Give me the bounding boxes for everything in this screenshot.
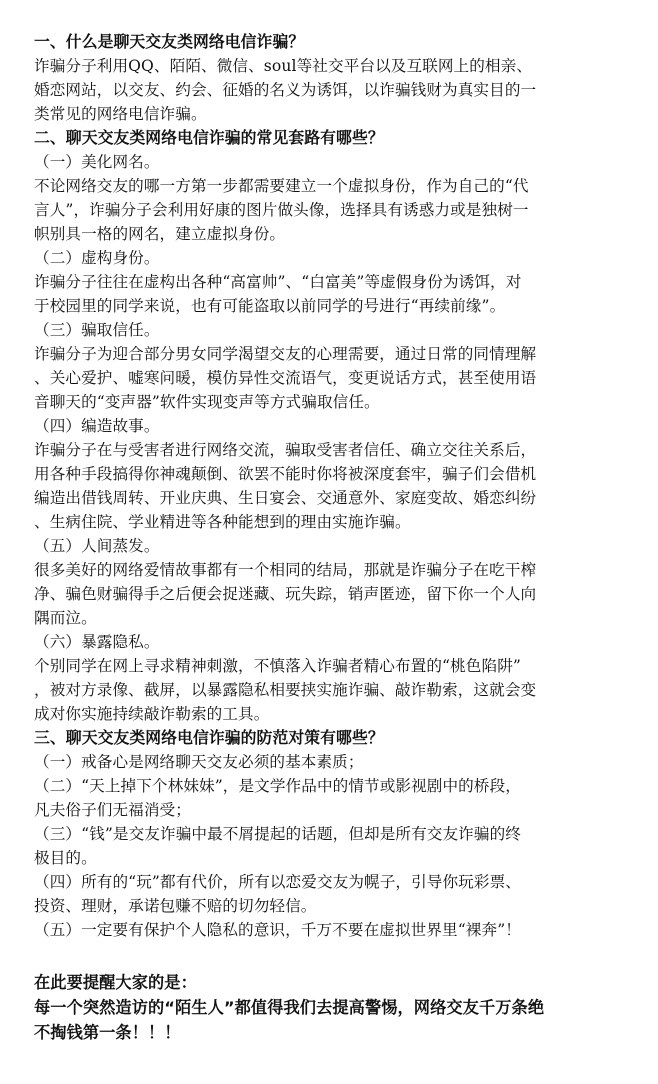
countermeasure-line: （二）“天上掉下个林妹妹”，是文学作品中的情节或影视剧中的桥段，	[34, 777, 521, 795]
tactic-6	[34, 630, 634, 726]
tactic-line: 净、骗色财骗得手之后便会捉迷藏、玩失踪，销声匿迹，留下你一个人向	[34, 585, 537, 603]
tactic-line: 诈骗分子为迎合部分男女同学渴望交友的心理需要，通过日常的同情理解	[34, 345, 537, 363]
tactic-line: 帜别具一格的网名，建立虚拟身份。	[34, 225, 286, 243]
tactic-line: 于校园里的同学来说，也有可能盗取以前同学的号进行“再续前缘”。	[34, 297, 506, 315]
countermeasure-line: 凡夫俗子们无福消受；	[34, 801, 191, 819]
tactic-line: 很多美好的网络爱情故事都有一个相同的结局，那就是诈骗分子在吃干榨	[34, 561, 537, 579]
tactic-line: ，被对方录像、截屏，以暴露隐私相要挟实施诈骗、敲诈勒索，这就会变	[34, 681, 537, 699]
reminder-lead: 在此要提醒大家的是：	[34, 973, 197, 992]
tactic-4	[34, 414, 634, 534]
countermeasure-line: （三）“钱”是交友诈骗中最不屑提起的话题，但却是所有交友诈骗的终	[34, 825, 521, 843]
tactic-line: 不论网络交友的哪一方第一步都需要建立一个虚拟身份，作为自己的“代	[34, 177, 529, 195]
section-3	[34, 726, 634, 942]
reminder-line: 不掏钱第一条！！！	[34, 1023, 181, 1042]
section-1-heading: 一、什么是聊天交友类网络电信诈骗？	[34, 32, 305, 51]
tactic-line: 隅而泣。	[34, 609, 97, 627]
tactic-line: 诈骗分子往往在虚构出各种“高富帅”、“白富美”等虚假身份为诱饵，对	[34, 273, 522, 291]
section-2	[34, 126, 634, 726]
tactic-line: 用各种手段搞得你神魂颠倒、欲罢不能时你将被深度套牢，骗子们会借机	[34, 465, 537, 483]
reminder-block	[34, 970, 634, 1045]
section-1-line: 婚恋网站，以交友、约会、征婚的名义为诱饵，以诈骗钱财为真实目的一	[34, 81, 537, 99]
section-1-line: 诈骗分子利用QQ、陌陌、微信、soul等社交平台以及互联网上的相亲、	[34, 57, 533, 75]
tactic-line: 言人”，诈骗分子会利用好康的图片做头像，选择具有诱惑力或是独树一	[34, 201, 529, 219]
tactic-title: （六）暴露隐私。	[34, 633, 160, 651]
tactic-title: （三）骗取信任。	[34, 321, 160, 339]
countermeasure-line: （四）所有的“玩”都有代价，所有以恋爱交友为幌子，引导你玩彩票、	[34, 873, 521, 891]
countermeasure-line: 投资、理财，承诺包赚不赔的切勿轻信。	[34, 897, 317, 915]
tactic-5	[34, 534, 634, 630]
document-body	[34, 30, 634, 1045]
tactic-line: 、生病住院、学业精进等各种能想到的理由实施诈骗。	[34, 513, 411, 531]
section-spacer	[34, 942, 634, 970]
tactic-3	[34, 318, 634, 414]
tactic-title: （二）虚构身份。	[34, 249, 160, 267]
tactic-line: 音聊天的“变声器”软件实现变声等方式骗取信任。	[34, 393, 380, 411]
tactic-title: （五）人间蒸发。	[34, 537, 160, 555]
section-3-heading: 三、聊天交友类网络电信诈骗的防范对策有哪些？	[34, 728, 384, 747]
countermeasure-line: （一）戒备心是网络聊天交友必须的基本素质；	[34, 753, 364, 771]
tactic-line: 成对你实施持续敲诈勒索的工具。	[34, 705, 270, 723]
tactic-line: 诈骗分子在与受害者进行网络交流，骗取受害者信任、确立交往关系后，	[34, 441, 537, 459]
tactic-title: （一）美化网名。	[34, 153, 160, 171]
tactic-line: 编造出借钱周转、开业庆典、生日宴会、交通意外、家庭变故、婚恋纠纷	[34, 489, 537, 507]
section-1-line: 类常见的网络电信诈骗。	[34, 105, 207, 123]
tactic-title: （四）编造故事。	[34, 417, 160, 435]
tactic-line: 个别同学在网上寻求精神刺激，不慎落入诈骗者精心布置的“桃色陷阱”	[34, 657, 521, 675]
section-2-heading: 二、聊天交友类网络电信诈骗的常见套路有哪些？	[34, 128, 384, 147]
countermeasure-line: 极目的。	[34, 849, 97, 867]
countermeasure-line: （五）一定要有保护个人隐私的意识，千万不要在虚拟世界里“裸奔”！	[34, 921, 521, 939]
tactic-1	[34, 150, 634, 246]
reminder-line: 每一个突然造访的“陌生人”都值得我们去提高警惕，网络交友千万条绝	[34, 998, 545, 1017]
tactic-line: 、关心爱护、嘘寒问暖，模仿异性交流语气，变更说话方式，甚至使用语	[34, 369, 537, 387]
section-1	[34, 30, 634, 126]
tactic-2	[34, 246, 634, 318]
